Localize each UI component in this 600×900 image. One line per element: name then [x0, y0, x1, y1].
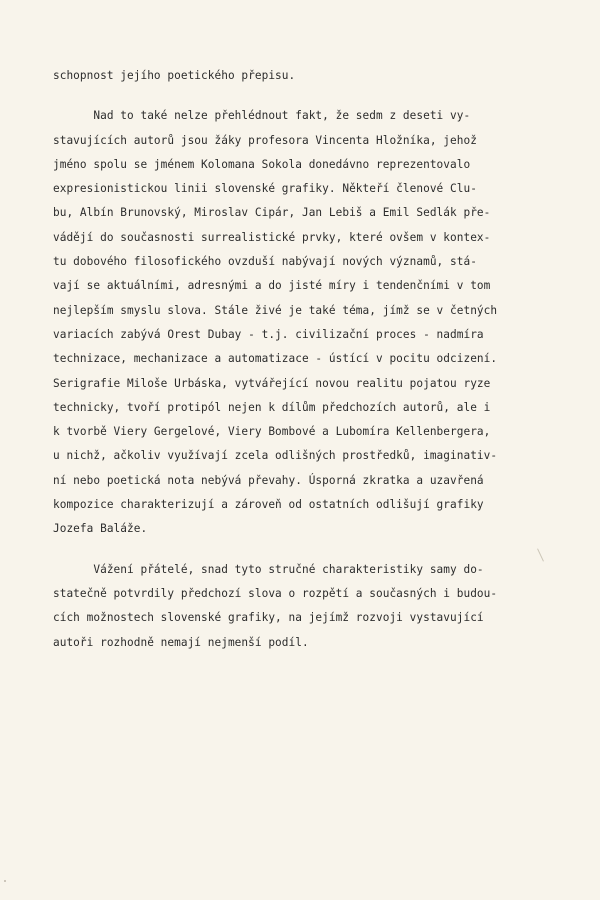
text-line: vádějí do současnosti surrealistické prvky, které ovšem v kontex-	[53, 230, 491, 244]
typewritten-text	[53, 64, 573, 655]
text-line: Nad to také nelze přehlédnout fakt, že sedm z deseti vy-	[53, 109, 471, 123]
text-line: expresionistickou linii slovenské grafiky. Někteří členové Clu-	[53, 182, 477, 196]
text-line: stavujících autorů jsou žáky profesora Vincenta Hložníka, jehož	[53, 133, 477, 147]
text-line: nejlepším smyslu slova. Stále živé je také téma, jímž se v četných	[53, 303, 498, 317]
text-line: bu, Albín Brunovský, Miroslav Cipár, Jan Lebiš a Emil Sedlák pře-	[53, 206, 491, 220]
text-line: vají se aktuálními, adresnými a do jisté míry i tendenčními v tom	[53, 279, 491, 293]
text-line: autoři rozhodně nemají nejmenší podíl.	[53, 635, 309, 649]
paragraph-gap	[53, 542, 573, 558]
paragraph-gap	[53, 88, 573, 104]
text-line: tu dobového filosofického ovzduší nabývají nových významů, stá-	[53, 255, 477, 269]
text-line: variacích zabývá Orest Dubay - t.j. civilizační proces - nadmíra	[53, 327, 484, 341]
text-line: statečně potvrdily předchozí slova o rozpětí a současných i budou-	[53, 586, 498, 600]
text-line: Jozefa Baláže.	[53, 522, 148, 536]
text-line: k tvorbě Viery Gergelové, Viery Bombové a Lubomíra Kellenbergera,	[53, 425, 491, 439]
text-line: Vážení přátelé, snad tyto stručné charakteristiky samy do-	[53, 562, 484, 576]
text-line: ní nebo poetická nota nebývá převahy. Úsporná zkratka a uzavřená	[53, 473, 484, 487]
text-line: technizace, mechanizace a automatizace - ústící v pocitu odcizení.	[53, 352, 498, 366]
text-line: jméno spolu se jménem Kolomana Sokola donedávno reprezentovalo	[53, 157, 471, 171]
text-line: cích možnostech slovenské grafiky, na jejímž rozvoji vystavující	[53, 611, 484, 625]
text-line: Serigrafie Miloše Urbáska, vytvářející novou realitu pojatou ryze	[53, 376, 491, 390]
text-line: kompozice charakterizují a zároveň od ostatních odlišují grafiky	[53, 498, 484, 512]
scan-artifact	[4, 880, 6, 882]
text-line: technicky, tvoří protipól nejen k dílům předchozích autorů, ale i	[53, 400, 491, 414]
text-line: schopnost jejího poetického přepisu.	[53, 69, 296, 82]
text-line: u nichž, ačkoliv využívají zcela odlišných prostředků, imaginativ-	[53, 449, 498, 463]
